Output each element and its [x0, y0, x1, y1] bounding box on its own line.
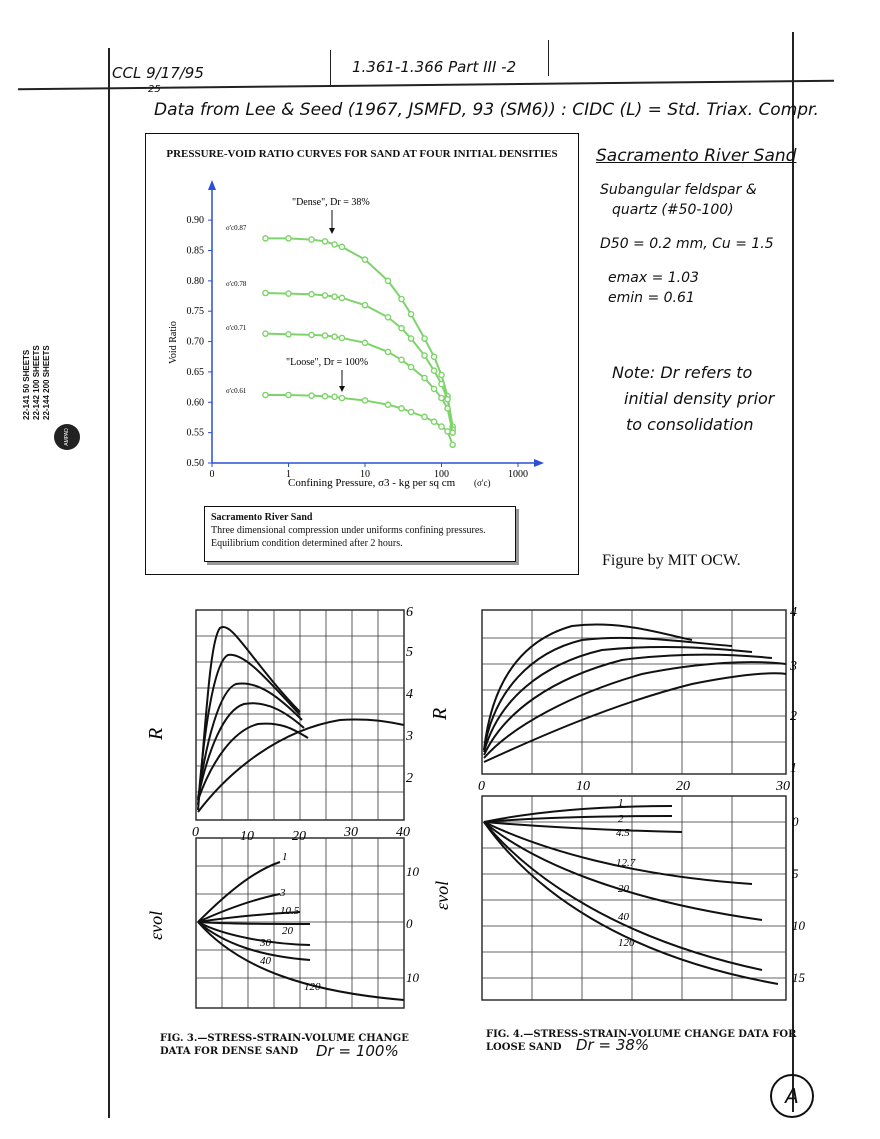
data-point	[422, 353, 427, 358]
curve-label-078: σ'c0.78	[226, 280, 247, 288]
fig3-evol-tick: 10	[406, 970, 419, 985]
page-mark-letter: A	[785, 1084, 799, 1108]
y-tick-label: 0.70	[186, 336, 204, 348]
fig3-right-ticks	[405, 605, 413, 786]
fig4-curve-num: 120	[618, 937, 635, 949]
fig3-right-tick: 6	[406, 605, 413, 620]
data-point	[362, 340, 367, 345]
data-point	[286, 332, 291, 337]
dense-arrow-head	[329, 228, 335, 234]
data-point	[385, 278, 390, 283]
legend-line: Equilibrium condition determined after 2 hours.	[211, 538, 403, 549]
fig4-r-label: R	[429, 707, 451, 720]
figure-credit: Figure by MIT OCW.	[602, 552, 741, 569]
fig4-r-curve	[484, 673, 786, 762]
x-axis-unit: (σ'c)	[474, 478, 491, 488]
fig4-evol-right	[792, 814, 806, 985]
fig3-evol-tick: 10	[406, 864, 419, 879]
fig4-right-tick: 2	[790, 709, 797, 724]
x-tick-label: 100	[434, 469, 449, 480]
fig3-curve-num: 40	[260, 955, 271, 967]
page-sub: 25	[148, 84, 161, 95]
fig4-curve-num: 12.7	[616, 857, 636, 869]
fig3-x-tick: 10	[240, 829, 254, 844]
data-point	[408, 409, 413, 414]
data-point	[322, 293, 327, 298]
data-point	[385, 315, 390, 320]
note-line: to consolidation	[626, 415, 754, 434]
x-tick-label: 0	[209, 469, 215, 480]
data-point	[322, 333, 327, 338]
data-point	[362, 257, 367, 262]
data-point	[309, 292, 314, 297]
pressure-void-chart-panel	[145, 133, 579, 575]
fig3-x-tick: 30	[344, 825, 358, 840]
header-divider-1	[330, 50, 331, 86]
pad-label-line: 22-144 200 SHEETS	[42, 345, 51, 420]
note-block	[612, 360, 774, 438]
data-point	[399, 326, 404, 331]
fig3-r-curve	[198, 655, 300, 805]
fig3-r-curve	[198, 703, 304, 798]
fig4-curve-num: 40	[618, 911, 629, 923]
curve-label-087: σ'c0.87	[226, 224, 247, 232]
data-point	[322, 394, 327, 399]
fig3-plot	[140, 600, 440, 1020]
fig3-right-tick: 3	[406, 729, 413, 744]
fig4-evol-curve	[484, 822, 778, 984]
y-axis-label: Void Ratio	[168, 321, 179, 364]
fig4-curve-num: 2	[618, 813, 624, 825]
fig3-evol-tick: 0	[406, 916, 413, 931]
data-point	[339, 295, 344, 300]
fig3-r-label: R	[145, 727, 167, 740]
fig3-right-tick: 4	[406, 687, 413, 702]
data-point	[339, 395, 344, 400]
y-tick-label: 0.55	[186, 427, 204, 439]
data-point	[431, 419, 436, 424]
curve-label-061: σ'c0.61	[226, 387, 247, 395]
fig4-right-ticks	[789, 605, 797, 776]
pad-label-line: 22-141 50 SHEETS	[22, 349, 31, 420]
page-mark	[770, 1074, 814, 1118]
data-point	[422, 414, 427, 419]
curve-label-071: σ'c0.71	[226, 324, 247, 332]
data-point	[286, 291, 291, 296]
fig4-curve-num: 20	[618, 883, 629, 895]
data-point	[362, 398, 367, 403]
fig4-right-tick: 3	[790, 659, 797, 674]
part-ref: 1.361-1.366 Part III -2	[352, 58, 517, 76]
data-point	[445, 397, 450, 402]
series-group	[263, 236, 455, 448]
fig3-caption-line: DATA FOR DENSE SAND	[160, 1046, 299, 1057]
fig3-curve-num: 20	[282, 925, 293, 937]
data-point	[309, 393, 314, 398]
loose-arrow-head	[339, 386, 345, 392]
fig4-evol-frame	[482, 796, 786, 1000]
chart-legend-box	[204, 506, 516, 562]
chart-title: PRESSURE-VOID RATIO CURVES FOR SAND AT FOUR INITIAL DENSITIES	[166, 148, 558, 160]
fig3-curve-num: 10.5	[280, 905, 300, 917]
fig3-curve-num: 3	[280, 887, 286, 899]
x-axis-arrow	[534, 459, 544, 467]
fig3-right-tick: 2	[406, 771, 413, 786]
pad-brand: AMPAD	[64, 428, 70, 446]
fig4-plot	[429, 600, 824, 1020]
data-point	[332, 294, 337, 299]
fig4-caption-line: LOOSE SAND	[486, 1042, 562, 1053]
data-point	[263, 290, 268, 295]
fig4-x-tick: 10	[576, 779, 590, 794]
fig3-evol-right	[406, 864, 420, 985]
y-tick-label: 0.50	[186, 458, 204, 469]
note-line: initial density prior	[624, 389, 775, 408]
fig4-r-curve	[484, 655, 772, 756]
pad-label	[22, 320, 52, 420]
data-point	[286, 392, 291, 397]
data-point	[408, 336, 413, 341]
x-tick-label: 1000	[508, 469, 528, 480]
fig4-evol-tick: 10	[792, 918, 805, 933]
fig4-curve-num: 1	[618, 797, 624, 809]
note-line: Note: Dr refers to	[612, 363, 753, 382]
fig4-evol-label: εvol	[432, 880, 452, 910]
data-point	[332, 334, 337, 339]
fig4-evol-tick: 15	[792, 970, 805, 985]
data-point	[399, 357, 404, 362]
fig4-evol-tick: 0	[792, 814, 799, 829]
data-point	[445, 429, 450, 434]
data-point	[399, 406, 404, 411]
data-point	[339, 335, 344, 340]
notes-title: Sacramento River Sand	[596, 146, 797, 166]
x-tick-label: 1	[286, 469, 291, 480]
fig3-x-tick: 20	[292, 829, 306, 844]
notes-line: emax = 1.03	[608, 270, 699, 286]
fig3-curve-num: 120	[304, 981, 321, 993]
data-point	[263, 236, 268, 241]
data-point	[286, 236, 291, 241]
data-point	[408, 312, 413, 317]
data-point	[439, 381, 444, 386]
left-margin-rule	[108, 48, 110, 1118]
fig3-evol-label: εvol	[146, 910, 166, 940]
fig3-r-curve	[198, 627, 300, 810]
data-source: Data from Lee & Seed (1967, JSMFD, 93 (SM6)) : CIDC (L) = Std. Triax. Compr.	[154, 100, 819, 120]
header-divider-2	[548, 40, 549, 76]
y-tick-label: 0.85	[186, 245, 204, 257]
data-point	[362, 303, 367, 308]
pad-label-line: 22-142 100 SHEETS	[32, 345, 41, 420]
series-line-087	[265, 238, 452, 426]
data-point	[332, 242, 337, 247]
notes-line: Subangular feldspar &	[600, 182, 757, 198]
x-axis-label: Confining Pressure, σ3 - kg per sq cm	[288, 477, 456, 489]
y-tick-label: 0.90	[186, 215, 204, 227]
fig3-x-ticks	[192, 825, 410, 844]
fig4-evol-tick: 5	[792, 866, 799, 881]
fig3-curve-num: 1	[282, 851, 288, 863]
fig4-evol-curve	[484, 822, 682, 832]
y-tick-label: 0.65	[186, 366, 204, 378]
legend-line: Three dimensional compression under uniforms confining pressures.	[211, 525, 486, 536]
data-point	[332, 394, 337, 399]
fig3-x-tick: 40	[396, 825, 410, 840]
y-tick-label: 0.80	[186, 275, 204, 287]
data-point	[445, 406, 450, 411]
notes-line: D50 = 0.2 mm, Cu = 1.5	[600, 236, 774, 252]
legend-title: Sacramento River Sand	[211, 512, 313, 523]
notes-line: quartz (#50-100)	[612, 202, 734, 218]
fig3-curve-num: 30	[260, 937, 271, 949]
dense-label: "Dense", Dr = 38%	[292, 197, 370, 208]
data-point	[431, 354, 436, 359]
data-point	[422, 336, 427, 341]
data-point	[309, 237, 314, 242]
data-point	[385, 349, 390, 354]
data-point	[431, 368, 436, 373]
fig4-curve-num: 4.5	[616, 827, 630, 839]
fig3-x-tick: 0	[192, 825, 199, 840]
data-point	[450, 442, 455, 447]
y-tick-label: 0.60	[186, 397, 204, 409]
data-point	[450, 430, 455, 435]
x-tick-label: 10	[360, 469, 370, 480]
fig4-x-tick: 0	[478, 779, 485, 794]
fig4-x-tick: 20	[676, 779, 690, 794]
y-tick-label: 0.75	[186, 306, 204, 318]
data-point	[431, 386, 436, 391]
data-point	[439, 372, 444, 377]
y-axis-arrow	[208, 180, 216, 190]
pad-brand-logo	[54, 424, 80, 450]
data-point	[339, 244, 344, 249]
fig3-evol-curve	[198, 922, 310, 960]
notes-block	[600, 180, 774, 308]
fig4-x-ticks	[478, 779, 790, 794]
fig3-caption-line: FIG. 3.—STRESS-STRAIN-VOLUME CHANGE	[160, 1033, 409, 1044]
fig3-dr-note: Dr = 100%	[316, 1042, 399, 1060]
data-point	[422, 375, 427, 380]
data-point	[439, 395, 444, 400]
data-point	[408, 364, 413, 369]
initials-date: CCL 9/17/95	[112, 64, 204, 82]
fig4-right-tick: 4	[790, 605, 797, 620]
fig3-evol-curve	[198, 862, 280, 922]
data-point	[399, 296, 404, 301]
fig3-right-tick: 5	[406, 645, 413, 660]
notes-line: emin = 0.61	[608, 290, 695, 306]
y-ticks	[187, 215, 213, 469]
loose-label: "Loose", Dr = 100%	[286, 357, 369, 368]
data-point	[263, 392, 268, 397]
data-point	[385, 402, 390, 407]
fig4-x-tick: 30	[776, 779, 790, 794]
data-point	[439, 424, 444, 429]
fig4-r-frame	[482, 610, 786, 774]
fig4-caption-line: FIG. 4.—STRESS-STRAIN-VOLUME CHANGE DATA FOR	[486, 1029, 797, 1040]
fig4-right-tick: 1	[790, 761, 797, 776]
fig3-evol-curve	[198, 894, 280, 922]
data-point	[322, 239, 327, 244]
data-point	[309, 332, 314, 337]
fig4-dr-note: Dr = 38%	[576, 1036, 650, 1054]
data-point	[263, 331, 268, 336]
